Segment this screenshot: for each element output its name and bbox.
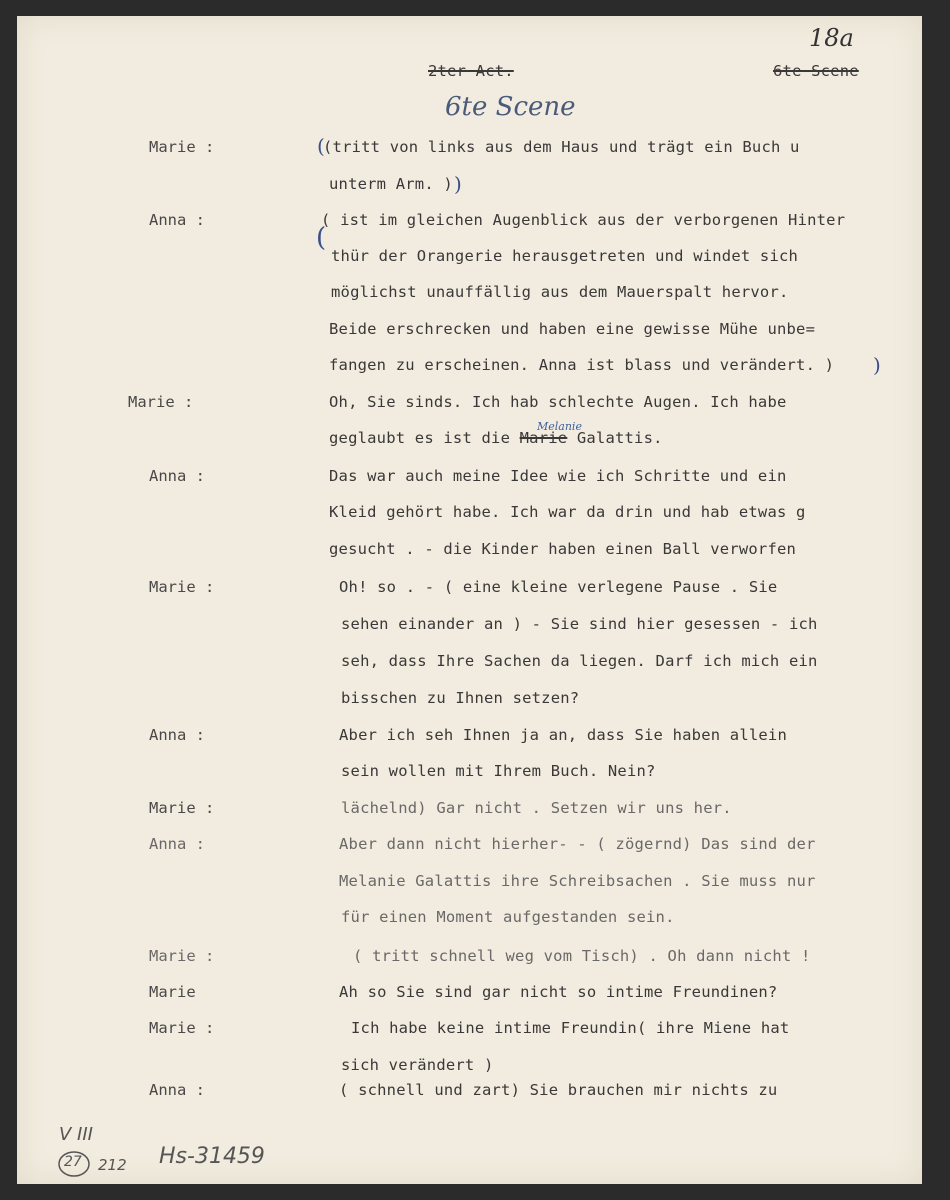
bracket-mark: ) xyxy=(873,353,881,377)
text-line: Das war auch meine Idee wie ich Schritte und ein xyxy=(329,467,787,485)
text-line: sehen einander an ) - Sie sind hier gesessen - ich xyxy=(341,615,818,633)
text-line: sich verändert ) xyxy=(341,1056,494,1074)
act-heading-struck: 2ter Act. xyxy=(428,62,514,80)
text-line: Melanie Galattis ihre Schreibsachen . Sie muss nur xyxy=(339,872,816,890)
page-number: 18a xyxy=(809,24,854,52)
roman-numeral: V III xyxy=(59,1124,93,1145)
speaker-marie: Marie : xyxy=(149,1019,215,1037)
text-line: Oh! so . - ( eine kleine verlegene Pause . Sie xyxy=(339,578,778,596)
text-line: sein wollen mit Ihrem Buch. Nein? xyxy=(341,762,656,780)
speaker-anna: Anna : xyxy=(149,467,205,485)
text-line: Ich habe keine intime Freundin( ihre Miene hat xyxy=(351,1019,790,1037)
text-line-part: geglaubt es ist die xyxy=(329,429,520,447)
text-line: gesucht . - die Kinder haben einen Ball verworfen xyxy=(329,540,797,558)
speaker-marie: Marie : xyxy=(128,393,194,411)
folio-number: 212 xyxy=(98,1156,127,1174)
text-line: (tritt von links aus dem Haus und trägt ein Buch u xyxy=(323,138,800,156)
text-line: für einen Moment aufgestanden sein. xyxy=(341,908,675,926)
text-line: bisschen zu Ihnen setzen? xyxy=(341,689,580,707)
text-line: ( schnell und zart) Sie brauchen mir nichts zu xyxy=(339,1081,778,1099)
manuscript-page xyxy=(17,16,922,1184)
circled-number: 27 xyxy=(64,1154,82,1170)
text-line: Ah so Sie sind gar nicht so intime Freundinen? xyxy=(339,983,778,1001)
text-line: ( ist im gleichen Augenblick aus der verborgenen Hinter xyxy=(321,211,846,229)
text-line-part: Galattis. xyxy=(567,429,663,447)
text-line: Oh, Sie sinds. Ich hab schlechte Augen. Ich habe xyxy=(329,393,787,411)
speaker-anna: Anna : xyxy=(149,835,205,853)
text-line: unterm Arm. ) xyxy=(329,175,453,193)
text-line: lächelnd) Gar nicht . Setzen wir uns her. xyxy=(341,799,732,817)
speaker-anna: Anna : xyxy=(149,726,205,744)
text-line: ( tritt schnell weg vom Tisch) . Oh dann nicht ! xyxy=(353,947,811,965)
scene-heading-struck: 6te Scene xyxy=(773,62,859,80)
text-line: Aber dann nicht hierher- - ( zögernd) Das sind der xyxy=(339,835,816,853)
text-line: seh, dass Ihre Sachen da liegen. Darf ich mich ein xyxy=(341,652,818,670)
speaker-anna: Anna : xyxy=(149,211,205,229)
speaker-anna: Anna : xyxy=(149,1081,205,1099)
text-line xyxy=(329,429,663,447)
text-line: Beide erschrecken und haben eine gewisse Mühe unbe= xyxy=(329,320,816,338)
speaker-marie: Marie : xyxy=(149,578,215,596)
text-line: Aber ich seh Ihnen ja an, dass Sie haben allein xyxy=(339,726,787,744)
signature-mark: Hs-31459 xyxy=(159,1144,265,1169)
bracket-mark: ( xyxy=(317,134,325,158)
speaker-marie: Marie : xyxy=(149,138,215,156)
text-line: Kleid gehört habe. Ich war da drin und hab etwas g xyxy=(329,503,806,521)
scene-heading-handwritten: 6te Scene xyxy=(445,92,576,122)
text-line: thür der Orangerie herausgetreten und windet sich xyxy=(331,247,799,265)
handwritten-insertion: Melanie xyxy=(537,420,582,433)
bracket-mark: ) xyxy=(454,172,462,196)
struck-word: Marie xyxy=(519,429,568,447)
text-line: möglichst unauffällig aus dem Mauerspalt hervor. xyxy=(331,283,789,301)
text-line: fangen zu erscheinen. Anna ist blass und verändert. ) xyxy=(329,356,835,374)
bracket-mark: ( xyxy=(316,223,327,253)
speaker-marie: Marie : xyxy=(149,799,215,817)
speaker-marie: Marie : xyxy=(149,947,215,965)
speaker-marie-overwritten: Marie xyxy=(149,983,196,1001)
